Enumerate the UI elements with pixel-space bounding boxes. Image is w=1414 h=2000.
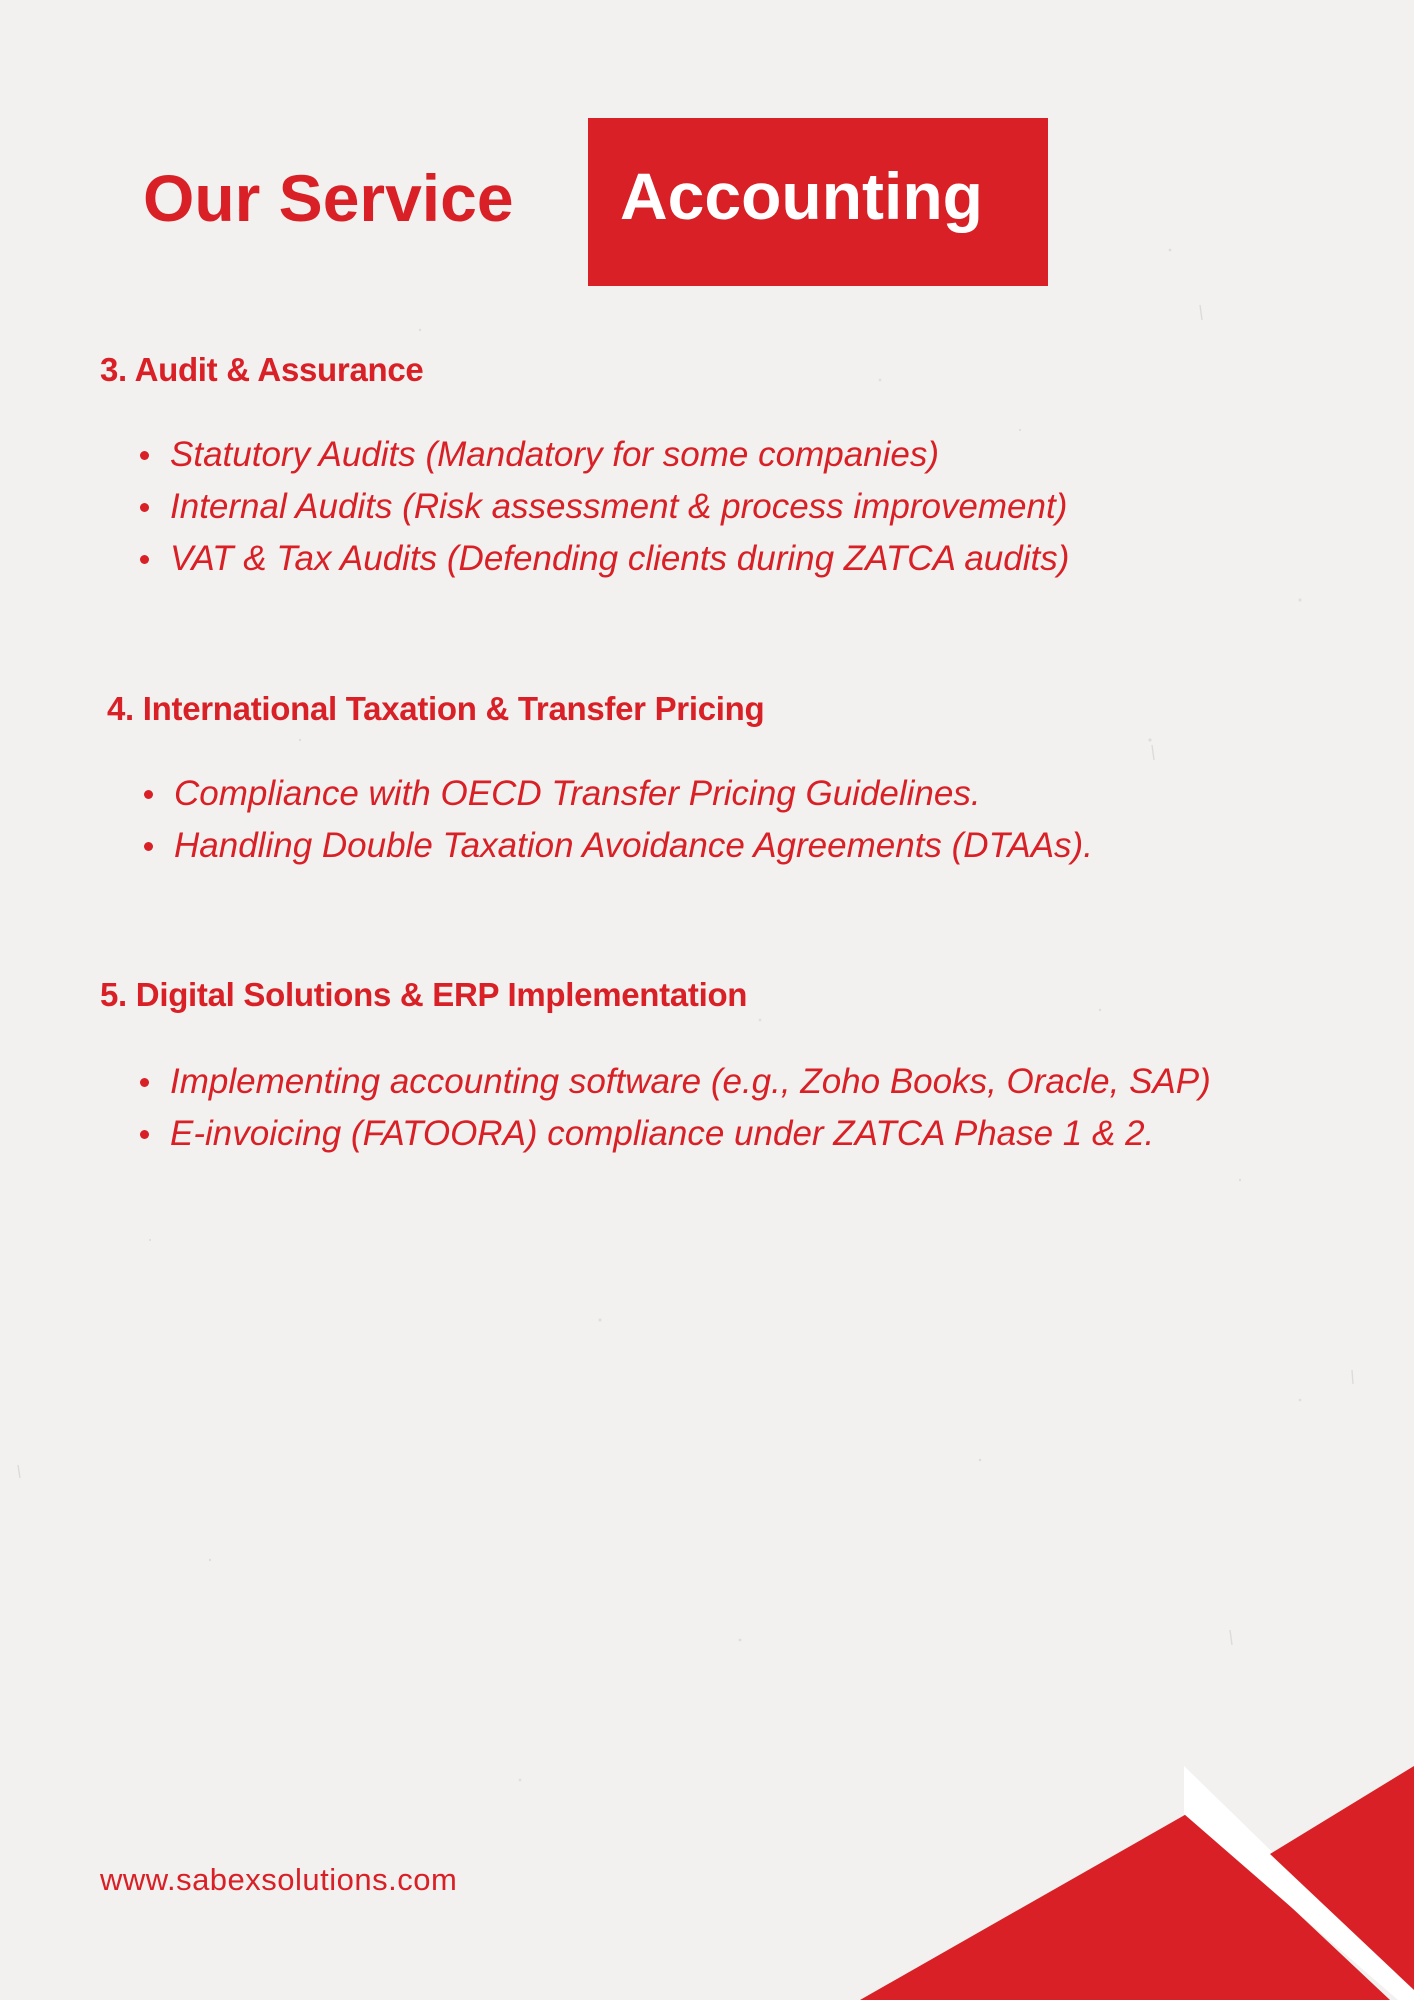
title-badge-label: Accounting (620, 159, 983, 233)
list-item-text: Handling Double Taxation Avoidance Agreements (DTAAs). (174, 826, 1093, 865)
list-item-text: Compliance with OECD Transfer Pricing Guidelines. (174, 774, 981, 813)
list-item-text: VAT & Tax Audits (Defending clients during ZATCA audits) (170, 539, 1070, 578)
list-item-text: Statutory Audits (Mandatory for some companies) (170, 435, 940, 474)
section-heading: 5. Digital Solutions & ERP Implementation (100, 976, 748, 1013)
list-item-text: E-invoicing (FATOORA) compliance under ZATCA Phase 1 & 2. (170, 1114, 1155, 1153)
section-heading: 3. Audit & Assurance (100, 351, 424, 388)
section-heading: 4. International Taxation & Transfer Pricing (107, 690, 765, 727)
website-link[interactable]: www.sabexsolutions.com (100, 1862, 458, 1897)
list-item-text: Implementing accounting software (e.g., Zoho Books, Oracle, SAP) (170, 1062, 1211, 1101)
list-item-text: Internal Audits (Risk assessment & process improvement) (170, 487, 1068, 526)
page-title-our-service: Our Service (143, 161, 514, 235)
